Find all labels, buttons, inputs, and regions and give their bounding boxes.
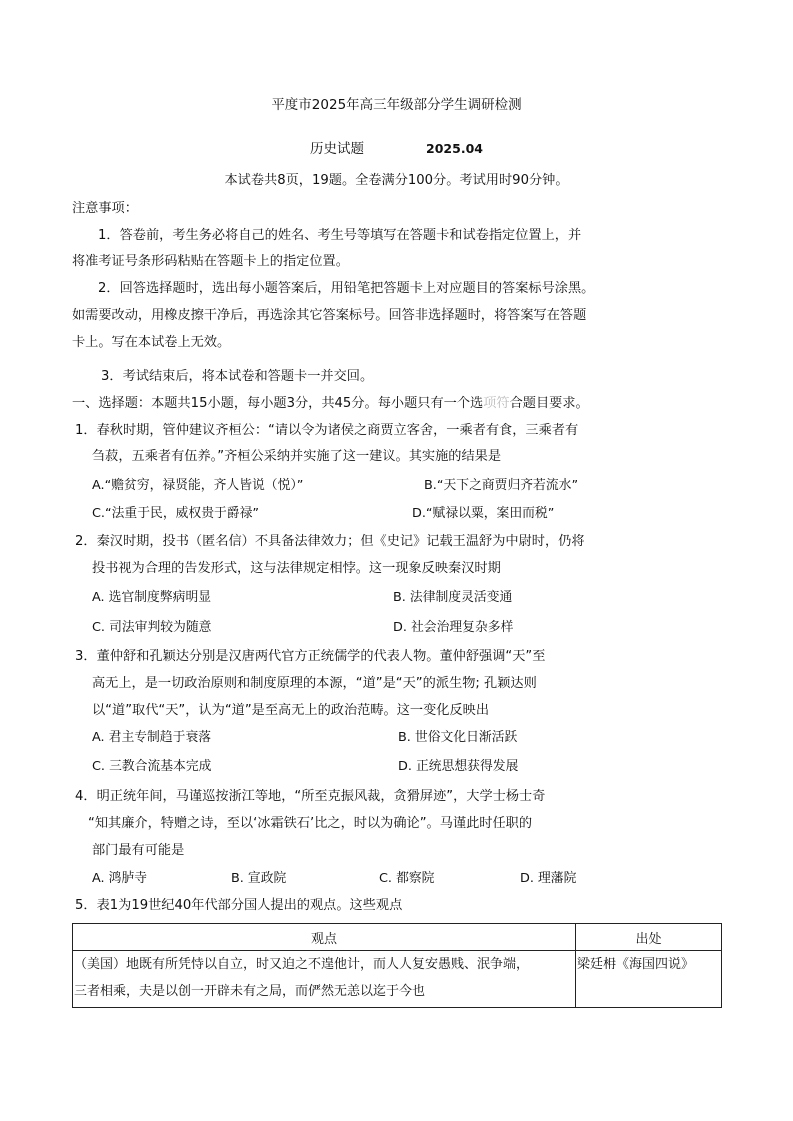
question-1-option-b: B.“天下之商贾归齐若流水” <box>424 478 579 493</box>
question-3-option-d: D. 正统思想获得发展 <box>398 759 519 774</box>
table-header-view: 观点 <box>73 924 576 951</box>
question-3-option-c: C. 三教合流基本完成 <box>92 759 212 774</box>
question-3-line-1: 3．董仲舒和孔颖达分别是汉唐两代官方正统儒学的代表人物。董仲舒强调“天”至 <box>75 649 546 664</box>
notice-item-3: 3．考试结束后，将本试卷和答题卡一并交回。 <box>101 369 374 384</box>
question-4-line-1: 4．明正统年间，马谨巡按浙江等地，“所至克振风裁，贪猾屏迹”，大学士杨士奇 <box>75 789 546 804</box>
section-heading <box>72 395 589 413</box>
question-2-line-1: 2．秦汉时期，投书（匿名信）不具备法律效力；但《史记》记载王温舒为中尉时，仍将 <box>75 534 585 549</box>
table-cell-view <box>73 951 576 1008</box>
question-4-line-2: “知其廉介，特赠之诗，至以‘冰霜铁石’比之，时以为确论”。马谨此时任职的 <box>88 816 533 831</box>
table-cell-view-line-2: 三者相乘，夫是以创一开辟未有之局，而俨然无恙以迄于今也 <box>74 984 426 999</box>
notice-item-2-line-1: 2．回答选择题时，选出每小题答案后，用铅笔把答题卡上对应题目的答案标号涂黑。 <box>98 281 595 296</box>
question-3-option-a: A. 君主专制趋于衰落 <box>92 730 212 745</box>
section-heading-text-a: 一、选择题：本题共15小题，每小题3分，共45分。每小题只有一个选 <box>72 396 484 411</box>
question-2-option-a: A. 选官制度弊病明显 <box>92 590 212 605</box>
section-heading-text-b: 合题目要求。 <box>509 396 589 411</box>
question-1-option-d: D.“赋禄以粟，案田而税” <box>412 506 555 521</box>
question-3-line-3: 以“道”取代“天”，认为“道”是至高无上的政治范畴。这一变化反映出 <box>92 703 490 718</box>
question-2-line-2: 投书视为合理的告发形式，这与法律规定相悖。这一现象反映秦汉时期 <box>92 561 501 576</box>
question-1-line-1: 1．春秋时期，管仲建议齐桓公：“请以令为诸侯之商贾立客舍，一乘者有食，三乘者有 <box>75 423 579 438</box>
question-4-option-d: D. 理藩院 <box>520 871 577 886</box>
exam-title: 平度市2025年高三年级部分学生调研检测 <box>271 97 522 113</box>
table-header-row <box>73 924 722 951</box>
notice-heading: 注意事项： <box>72 201 138 216</box>
notice-item-2-line-3: 卡上。写在本试卷上无效。 <box>72 335 231 350</box>
question-5-line-1: 5．表1为19世纪40年代部分国人提出的观点。这些观点 <box>75 898 403 913</box>
question-1-option-c: C.“法重于民，威权贵于爵禄” <box>92 506 260 521</box>
question-4-option-b: B. 宣政院 <box>231 871 287 886</box>
table-cell-view-line-1: （美国）地既有所凭恃以自立，时又迫之不遑他计，而人人复安愚贱、泯争端， <box>74 957 530 972</box>
exam-subject-line <box>0 140 793 158</box>
table-cell-source: 梁廷枏《海国四说》 <box>576 951 722 1008</box>
exam-date: 2025.04 <box>426 141 483 156</box>
question-3-option-b: B. 世俗文化日渐活跃 <box>398 730 518 745</box>
question-1-line-2: 刍菽，五乘者有伍养。”齐桓公采纳并实施了这一建议。其实施的结果是 <box>92 449 502 464</box>
question-4-line-3: 部门最有可能是 <box>92 843 185 858</box>
exam-subject: 历史试题 <box>310 141 365 157</box>
table-header-source: 出处 <box>576 924 722 951</box>
question-4-option-a: A. 鸿胪寺 <box>92 871 148 886</box>
table-1 <box>72 923 722 1008</box>
question-3-line-2: 高无上，是一切政治原则和制度原理的本源，“道”是“天”的派生物; 孔颖达则 <box>92 676 537 691</box>
question-2-option-b: B. 法律制度灵活变通 <box>393 590 513 605</box>
question-2-option-c: C. 司法审判较为随意 <box>92 620 212 635</box>
question-4-option-c: C. 都察院 <box>379 871 435 886</box>
question-2-option-d: D. 社会治理复杂多样 <box>393 620 514 635</box>
table-row <box>73 951 722 1008</box>
question-1-option-a: A.“赡贫穷，禄贤能，齐人皆说（悦）” <box>92 478 304 493</box>
notice-item-1-line-2: 将准考证号条形码粘贴在答题卡上的指定位置。 <box>72 254 349 269</box>
exam-summary: 本试卷共8页，19题。全卷满分100分。考试用时90分钟。 <box>224 173 569 188</box>
watermark-text: 项符 <box>483 396 510 411</box>
notice-item-2-line-2: 如需要改动，用橡皮擦干净后，再选涂其它答案标号。回答非选择题时，将答案写在答题 <box>72 308 587 323</box>
notice-item-1-line-1: 1．答卷前，考生务必将自己的姓名、考生号等填写在答题卡和试卷指定位置上，并 <box>98 228 582 243</box>
